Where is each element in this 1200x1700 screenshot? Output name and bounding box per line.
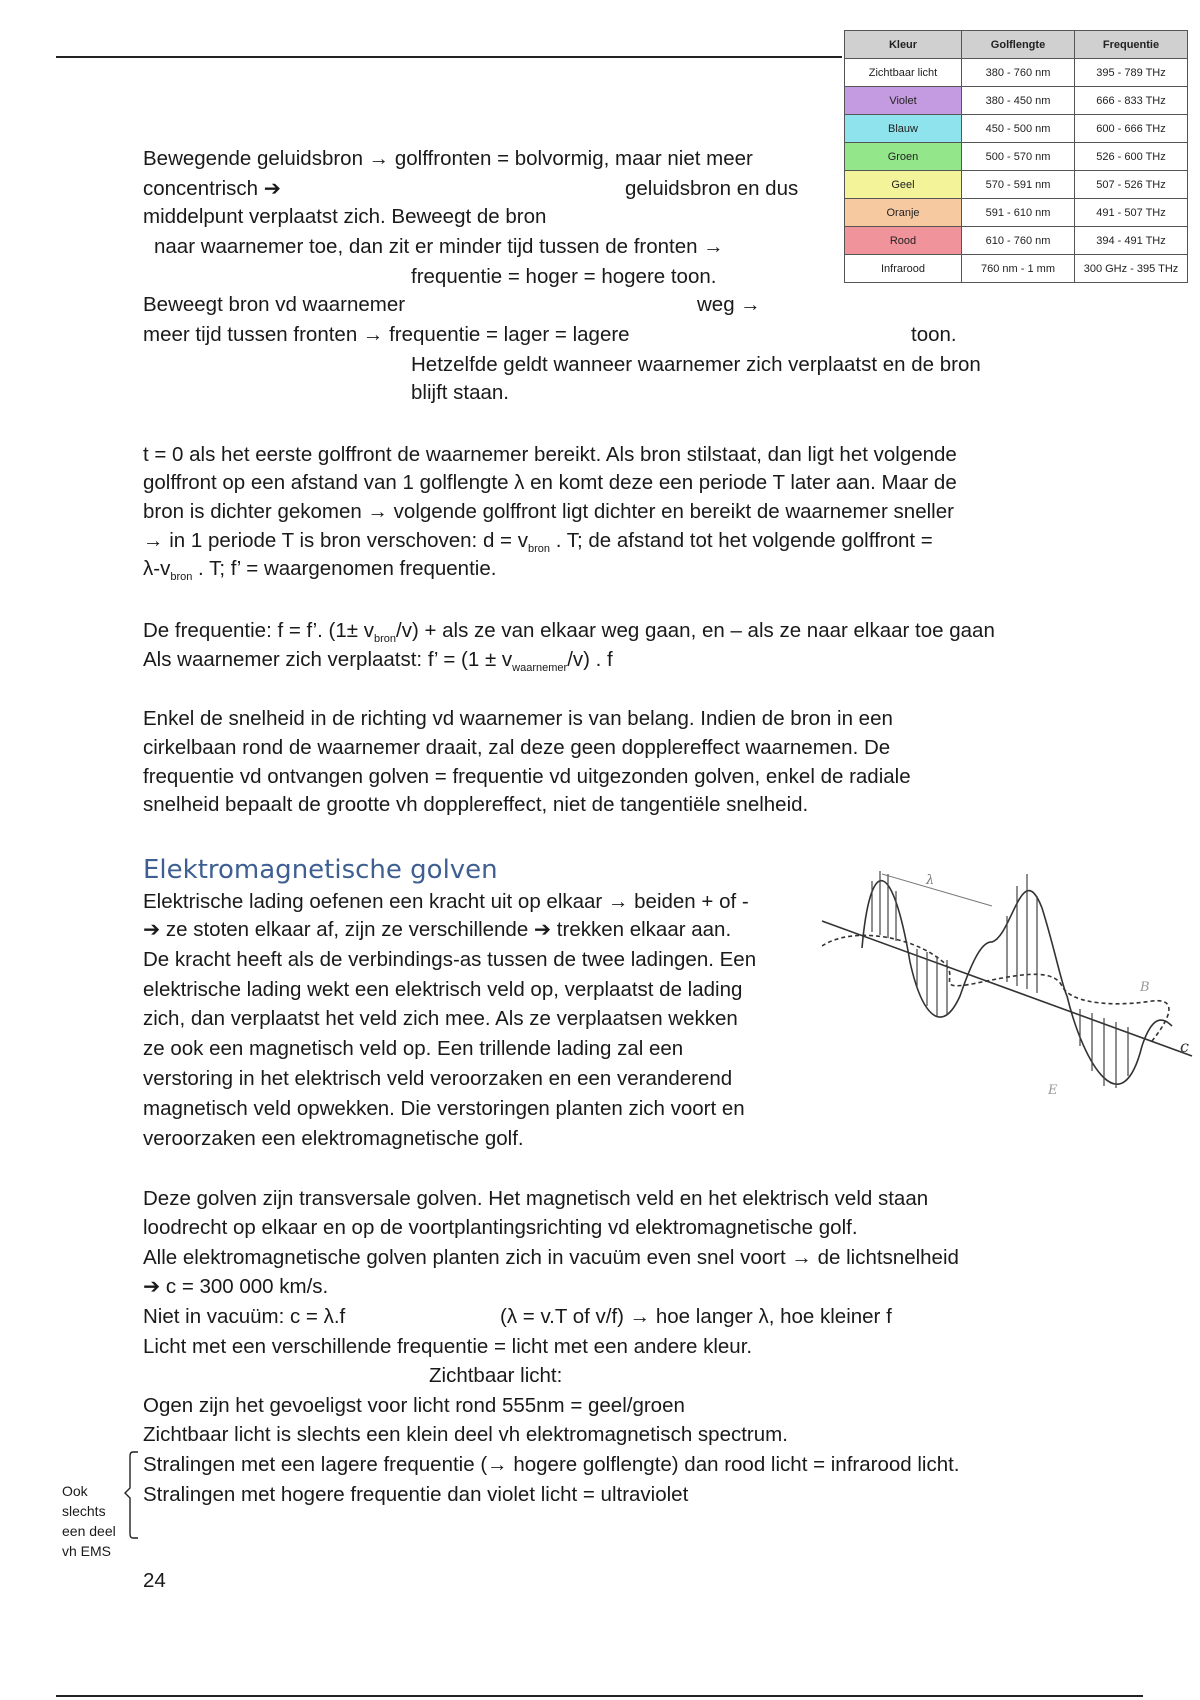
em-p2-line10: Stralingen met een lagere frequentie (→ hogere golflengte) dan rood licht = infrarood licht. <box>143 1453 960 1476</box>
em-p1-line2: ➔ ze stoten elkaar af, zijn ze verschillende ➔ trekken elkaar aan. <box>143 918 732 941</box>
brace-bracket <box>124 1450 144 1540</box>
table-row <box>845 255 1188 283</box>
doppler-p1-line8: Hetzelfde geldt wanneer waarnemer zich verplaatst en de bron <box>411 353 981 376</box>
doppler-p1-line1: Bewegende geluidsbron → golffronten = bolvormig, maar niet meer <box>143 147 753 170</box>
em-p2-line5b: (λ = v.T of v/f) → hoe langer λ, hoe kleiner f <box>500 1305 892 1328</box>
cell-golflengte: 380 - 450 nm <box>962 87 1075 115</box>
em-p2-line7: Zichtbaar licht: <box>429 1364 563 1387</box>
cell-golflengte: 450 - 500 nm <box>962 115 1075 143</box>
cell-frequentie: 507 - 526 THz <box>1075 171 1188 199</box>
doppler-p4-line3: frequentie vd ontvangen golven = frequentie vd uitgezonden golven, enkel de radiale <box>143 765 911 788</box>
c-label: c <box>1180 1037 1189 1056</box>
field-vectors <box>872 871 1128 1088</box>
doppler-p4-line1: Enkel de snelheid in de richting vd waarnemer is van belang. Indien de bron in een <box>143 707 893 730</box>
table-header-row <box>845 31 1188 59</box>
cell-frequentie: 600 - 666 THz <box>1075 115 1188 143</box>
em-p2-line1: Deze golven zijn transversale golven. Het magnetisch veld en het elektrisch veld staan <box>143 1187 929 1210</box>
cell-kleur: Groen <box>845 143 962 171</box>
cell-frequentie: 666 - 833 THz <box>1075 87 1188 115</box>
cell-kleur: Infrarood <box>845 255 962 283</box>
doppler-p2-line1: t = 0 als het eerste golffront de waarnemer bereikt. Als bron stilstaat, dan ligt het volgende <box>143 443 957 466</box>
cell-kleur: Rood <box>845 227 962 255</box>
doppler-p4-line2: cirkelbaan rond de waarnemer draait, zal deze geen dopplereffect waarnemen. De <box>143 736 891 759</box>
top-rule <box>56 56 842 58</box>
table-row <box>845 227 1188 255</box>
header-kleur: Kleur <box>845 31 962 59</box>
cell-golflengte: 570 - 591 nm <box>962 171 1075 199</box>
cell-golflengte: 610 - 760 nm <box>962 227 1075 255</box>
doppler-p1-line6a: Beweegt bron vd waarnemer <box>143 293 406 316</box>
table-row <box>845 199 1188 227</box>
cell-golflengte: 591 - 610 nm <box>962 199 1075 227</box>
table-row <box>845 143 1188 171</box>
em-p2-line8: Ogen zijn het gevoeligst voor licht rond 555nm = geel/groen <box>143 1394 685 1417</box>
side-note-line2: slechts <box>62 1503 106 1519</box>
lambda-indicator <box>882 874 992 906</box>
color-spectrum-table <box>844 30 1188 283</box>
side-note-line3: een deel <box>62 1523 116 1539</box>
doppler-p1-line2b: geluidsbron en dus <box>625 177 799 200</box>
doppler-p1-line9: blijft staan. <box>411 381 509 404</box>
doppler-p1-line7b: toon. <box>911 323 957 346</box>
page-number: 24 <box>143 1569 166 1592</box>
table-row <box>845 115 1188 143</box>
em-p2-line5a: Niet in vacuüm: c = λ.f <box>143 1305 346 1328</box>
cell-golflengte: 380 - 760 nm <box>962 59 1075 87</box>
side-note-line4: vh EMS <box>62 1543 112 1559</box>
cell-kleur: Oranje <box>845 199 962 227</box>
em-p1-line4: elektrische lading wekt een elektrisch veld op, verplaatst de lading <box>143 978 743 1001</box>
doppler-p1-line5: frequentie = hoger = hogere toon. <box>411 265 717 288</box>
em-p2-line2: loodrecht op elkaar en op de voortplantingsrichting vd elektromagnetische golf. <box>143 1216 858 1239</box>
header-frequentie: Frequentie <box>1075 31 1188 59</box>
section-heading-em: Elektromagnetische golven <box>143 855 498 885</box>
doppler-p1-line7a: meer tijd tussen fronten → frequentie = lager = lagere <box>143 323 630 346</box>
doppler-p1-line2a: concentrisch ➔ <box>143 177 281 200</box>
em-p1-line7: verstoring in het elektrisch veld veroorzaken en een veranderend <box>143 1067 733 1090</box>
em-p1-line1: Elektrische lading oefenen een kracht uit op elkaar → beiden + of - <box>143 890 749 913</box>
b-field-label: B <box>1140 980 1150 995</box>
em-p2-line11: Stralingen met hogere frequentie dan violet licht = ultraviolet <box>143 1483 689 1506</box>
doppler-p2-line4: → in 1 periode T is bron verschoven: $d = v_{bron}$ . T; de afstand tot het volgende golffront = <box>143 529 933 556</box>
doppler-p3-line2: Als waarnemer zich verplaatst: f’ = $(1 \pm v_{waarnemer}/v)$ . f <box>143 648 613 675</box>
cell-golflengte: 500 - 570 nm <box>962 143 1075 171</box>
em-p2-line9: Zichtbaar licht is slechts een klein deel vh elektromagnetisch spectrum. <box>143 1423 788 1446</box>
em-wave-diagram <box>822 866 1200 1106</box>
doppler-p3-line1: De frequentie: f = f’. $(1\pm v_{bron}/v)$ + als ze van elkaar weg gaan, en – als ze naar elkaar toe gaan <box>143 619 995 646</box>
magnetic-field-wave <box>822 935 1169 1041</box>
cell-kleur: Violet <box>845 87 962 115</box>
bottom-rule <box>56 1695 1143 1697</box>
em-p1-line9: veroorzaken een elektromagnetische golf. <box>143 1127 524 1150</box>
cell-frequentie: 394 - 491 THz <box>1075 227 1188 255</box>
cell-kleur: Geel <box>845 171 962 199</box>
doppler-p1-line4: naar waarnemer toe, dan zit er minder tijd tussen de fronten → <box>154 235 724 258</box>
cell-golflengte: 760 nm - 1 mm <box>962 255 1075 283</box>
cell-frequentie: 526 - 600 THz <box>1075 143 1188 171</box>
header-golflengte: Golflengte <box>962 31 1075 59</box>
cell-frequentie: 395 - 789 THz <box>1075 59 1188 87</box>
em-p1-line6: ze ook een magnetisch veld op. Een trillende lading zal een <box>143 1037 684 1060</box>
table-row <box>845 87 1188 115</box>
doppler-p4-line4: snelheid bepaalt de grootte vh dopplereffect, niet de tangentiële snelheid. <box>143 793 809 816</box>
doppler-p1-line3: middelpunt verplaatst zich. Beweegt de bron <box>143 205 547 228</box>
doppler-p2-line5: $\lambda-v_{bron}$ . T; f’ = waargenomen frequentie. <box>143 557 497 584</box>
cell-kleur: Zichtbaar licht <box>845 59 962 87</box>
cell-frequentie: 491 - 507 THz <box>1075 199 1188 227</box>
em-p1-line3: De kracht heeft als de verbindings-as tussen de twee ladingen. Een <box>143 948 757 971</box>
lambda-label: λ <box>926 873 935 888</box>
side-note-line1: Ook <box>62 1483 88 1499</box>
doppler-p1-line6b: weg → <box>697 293 761 316</box>
em-p2-line3: Alle elektromagnetische golven planten zich in vacuüm even snel voort → de lichtsnelheid <box>143 1246 959 1269</box>
e-field-label: E <box>1048 1083 1058 1098</box>
cell-frequentie: 300 GHz - 395 THz <box>1075 255 1188 283</box>
table-row <box>845 171 1188 199</box>
em-p2-line4: ➔ c = 300 000 km/s. <box>143 1275 329 1298</box>
doppler-p2-line3: bron is dichter gekomen → volgende golffront ligt dichter en bereikt de waarnemer sneller <box>143 500 954 523</box>
table-row <box>845 59 1188 87</box>
doppler-p2-line2: golffront op een afstand van 1 golflengte λ en komt deze een periode T later aan. Maar de <box>143 471 957 494</box>
em-p2-line6: Licht met een verschillende frequentie = licht met een andere kleur. <box>143 1335 753 1358</box>
em-p1-line5: zich, dan verplaatst het veld zich mee. Als ze verplaatsen wekken <box>143 1007 738 1030</box>
em-p1-line8: magnetisch veld opwekken. Die verstoringen planten zich voort en <box>143 1097 745 1120</box>
cell-kleur: Blauw <box>845 115 962 143</box>
